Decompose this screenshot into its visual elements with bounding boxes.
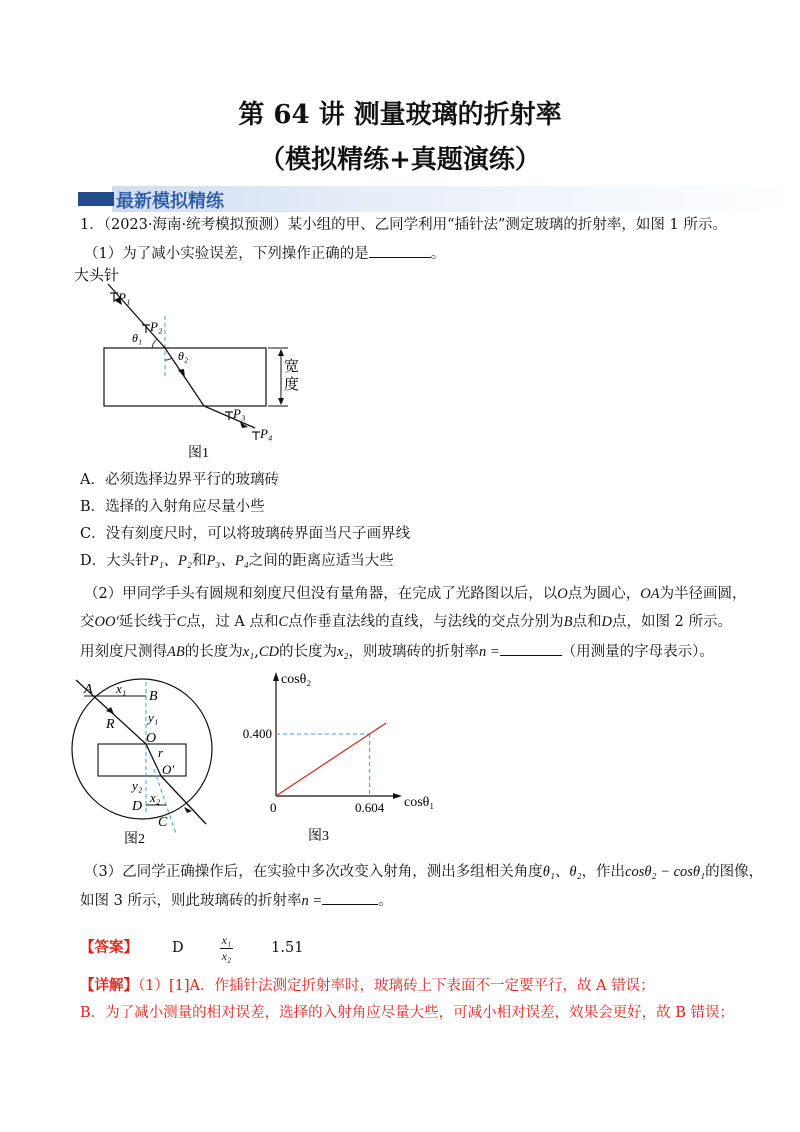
part2-l3-a: 用刻度尺测得	[80, 644, 167, 660]
answer-label: 【答案】	[80, 939, 138, 956]
answer-1: D	[172, 940, 184, 956]
page-subtitle: （模拟精练+真题演练）	[259, 145, 541, 175]
chart-y-label: cosθ₂	[281, 672, 312, 687]
part2-l1-c: 为半径画圆，	[659, 586, 747, 602]
option-c: C．没有刻度尺时，可以将玻璃砖界面当尺子画界线	[80, 526, 411, 542]
fig1-theta1: θ₁	[132, 331, 143, 345]
answer-blank-2	[500, 641, 562, 656]
option-d-p3p4: P₃、P₄	[206, 553, 249, 569]
part3-l2-b: 。	[378, 893, 393, 909]
fig2-label-y2: y₂	[132, 778, 143, 793]
question-part1	[84, 243, 445, 264]
part2-l2-c: 点，过 A 点和	[186, 614, 279, 630]
chart-x-tick-label: 0.604	[354, 800, 385, 815]
section-banner-label: 最新模拟精练	[116, 191, 224, 212]
fig1-width-label-2: 度	[284, 377, 300, 393]
fig1-p4: P₄	[260, 426, 273, 441]
fig1-p2: P₂	[150, 319, 163, 334]
option-d	[80, 551, 394, 571]
option-d-and: 和	[191, 553, 207, 569]
banner-bar	[78, 192, 114, 206]
chart-caption: 图3	[308, 829, 329, 844]
option-a: A．必须选择边界平行的玻璃砖	[80, 472, 279, 488]
part2-l3-comma: ,	[254, 644, 259, 660]
part1-text: （1）为了减小实验误差，下列操作正确的是	[84, 246, 369, 262]
part3-l1-b: ，作出	[581, 864, 626, 880]
part2-line2	[80, 612, 732, 632]
fig1-pin-label: 大头针	[74, 268, 120, 284]
answer-2-numerator: x₁	[221, 932, 232, 947]
question-intro: 1．（2023·海南·统考模拟预测）某小组的甲、乙同学利用“插针法”测定玻璃的折射率，如图 1 所示。	[80, 217, 727, 233]
chart-x-label: cosθ₁	[404, 795, 435, 810]
part2-l2-d: 点作垂直法线的直线，与法线的交点分别为	[288, 614, 564, 630]
option-d-pre: D．大头针	[80, 553, 150, 569]
detail-label: 【详解】	[80, 977, 138, 994]
chart-origin-label: 0	[270, 800, 277, 815]
part2-l3-b: 的长度为	[184, 644, 243, 660]
chart-x-axis-arrow	[393, 793, 402, 799]
part1-end: 。	[430, 246, 446, 262]
fig2-label-O: O	[146, 731, 157, 746]
fig1-p3: P₃	[233, 406, 246, 421]
fig2-label-D: D	[132, 799, 143, 814]
fig1-angle-arc-1	[152, 339, 157, 348]
page-title: 第 64 讲 测量玻璃的折射率	[238, 100, 562, 130]
answer-2-fraction	[220, 933, 234, 964]
fig1-caption: 图1	[188, 446, 209, 460]
fig1-angle-arc-2	[165, 358, 172, 360]
part2-l2-b: 延长线于	[118, 614, 177, 630]
answer-3: 1.51	[271, 940, 304, 956]
part2-l3-c: 的长度为	[278, 644, 337, 660]
part2-l3-x1: x₁	[242, 644, 255, 660]
figure-2	[66, 674, 226, 846]
detail-line1	[80, 976, 655, 996]
figure-1	[70, 262, 310, 460]
part2-l3-d: ，则玻璃砖的折射率	[348, 644, 479, 660]
answer-row	[80, 928, 303, 968]
fig1-dim-arrow-up	[278, 349, 284, 356]
section-banner	[78, 186, 268, 212]
part2-line3	[80, 641, 714, 662]
detail-text-1: （1）[1]A．作插针法测定折射率时，玻璃砖上下表面不一定要平行，故 A 错误；	[138, 978, 655, 994]
fig1-width-label-1: 宽	[284, 359, 300, 375]
fig2-label-C: C	[158, 815, 168, 830]
part3-l1-a: （3）乙同学正确操作后，在实验中多次改变入射角，测出多组相关角度	[84, 864, 543, 880]
answer-2-denominator: x₂	[221, 948, 232, 963]
part2-l2-OOp: OO′	[94, 614, 119, 630]
part3-line2	[80, 890, 393, 911]
detail-line2: B．为了减小测量的相对误差，选择的入射角应尽量大些，可减小相对误差，效果会更好，故 B 错误；	[80, 1005, 735, 1021]
fig1-dim-arrow-down	[278, 398, 284, 405]
part3-l2-a: 如图 3 所示，则此玻璃砖的折射率	[80, 893, 302, 909]
part2-l1-b: 点为圆心，	[567, 586, 641, 602]
answer-blank-1	[369, 243, 431, 258]
fig2-label-R: R	[106, 717, 115, 732]
fig1-theta2: θ₂	[178, 349, 189, 363]
part2-l3-n: n =	[478, 644, 500, 660]
part2-l3-CD: CD	[258, 644, 279, 660]
fig2-circle	[72, 679, 212, 819]
fig2-label-A: A	[84, 682, 93, 697]
part2-l2-f: 点，如图 2 所示。	[612, 614, 732, 630]
fig2-label-B: B	[149, 689, 158, 704]
part2-l2-C2: C	[278, 614, 289, 630]
option-d-post: 之间的距离应适当大些	[248, 553, 394, 569]
option-d-p1p2: P₁、P₂	[149, 553, 192, 569]
chart-y-axis-arrow	[273, 672, 279, 681]
fig1-p1: P₁	[118, 290, 131, 305]
part2-l1-a: （2）甲同学手头有圆规和刻度尺但没有量角器，在完成了光路图以后，以	[84, 586, 558, 602]
part3-n: n =	[301, 893, 323, 909]
fig1-arrow-2	[178, 369, 185, 378]
part2-l1-OA: OA	[640, 586, 660, 602]
part2-l2-a: 交	[80, 614, 95, 630]
part2-l2-B: B	[563, 614, 573, 630]
figure-3-chart	[228, 668, 458, 846]
fig2-label-y1: y₁	[148, 710, 159, 725]
fig2-label-Op: O′	[162, 762, 175, 777]
option-b: B．选择的入射角应尽量小些	[80, 499, 265, 515]
part2-l3-AB: AB	[167, 644, 185, 660]
part2-l2-D: D	[601, 614, 613, 630]
part2-line1	[84, 584, 747, 604]
part3-line1	[84, 862, 763, 882]
part3-l1-c: 的图像，	[705, 864, 764, 880]
answer-blank-3	[322, 890, 378, 905]
part2-l3-x2: x₂	[336, 644, 349, 660]
part3-expr: cosθ₂ − cosθ₁	[625, 864, 706, 880]
part2-l2-e: 点和	[572, 614, 602, 630]
chart-y-tick-label: 0.400	[242, 726, 272, 742]
fig2-label-x2: x₂	[150, 790, 161, 805]
part2-l2-C: C	[176, 614, 187, 630]
part2-l1-O: O	[557, 586, 568, 602]
fig2-label-x1: x₁	[116, 681, 127, 696]
fig2-caption: 图2	[124, 832, 145, 846]
part3-angles: θ₁、θ₂	[542, 864, 582, 880]
fig2-label-r: r	[158, 745, 164, 760]
part2-l3-e: （用测量的字母表示）。	[561, 644, 714, 660]
